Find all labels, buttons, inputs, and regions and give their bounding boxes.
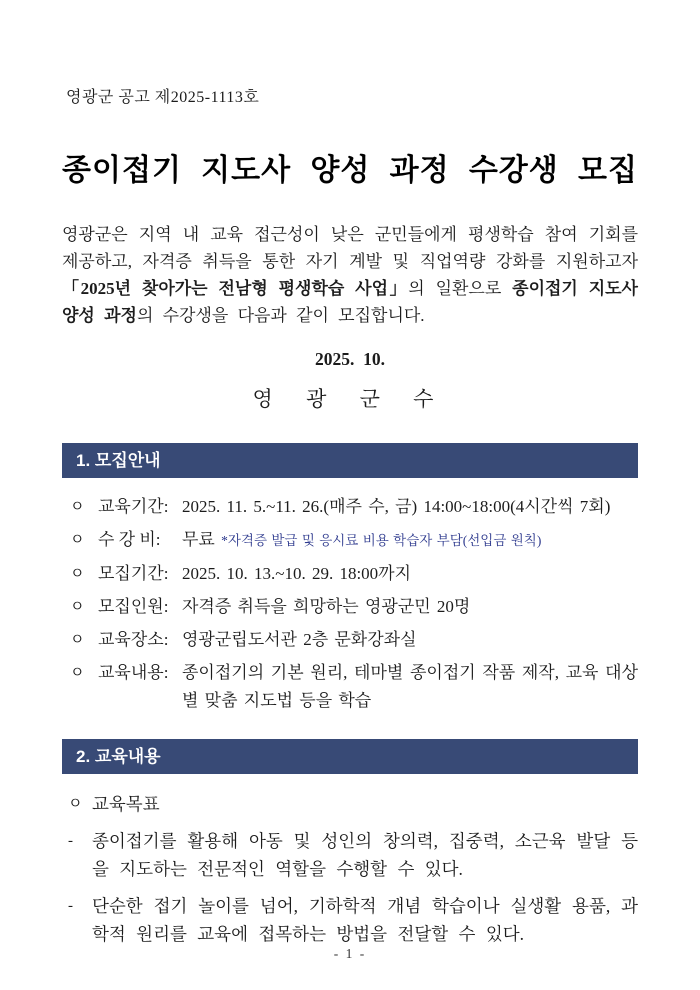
item-label: 교육장소: [98,630,169,649]
item-label: 교육기간: [98,497,169,516]
item-value: 2025. 11. 5.~11. 26.(매주 수, 금) 14:00~18:00(4시간씩 7회) [182,497,611,516]
item-value: 2025. 10. 13.~10. 29. 18:00까지 [182,564,412,583]
item-label: 수 강 비: [98,530,161,549]
list-item-education-period [62,493,638,521]
circle-bullet: ㅇ [70,566,85,582]
intro-segment-bold-course: 종이접기 지도사 양성 과정 [62,279,638,325]
item-text: 종이접기를 활용해 아동 및 성인의 창의력, 집중력, 소근육 발달 등을 지도하는 전문적인 역할을 수행할 수 있다. [92,831,638,879]
item-text: 교육목표 [92,794,160,814]
intro-segment: 의 일환으로 [408,279,513,298]
intro-segment-bold-program: 「2025년 찾아가는 전남형 평생학습 사업」 [62,279,409,298]
document-title: 종이접기 지도사 양성 과정 수강생 모집 [62,154,638,187]
recruitment-info-list [62,493,638,715]
list-item-goal-detail-2 [62,892,638,948]
item-value: 종이접기의 기본 원리, 테마별 종이접기 작품 제작, 교육 대상별 맞춤 지도법 등을 학습 [182,663,638,710]
circle-bullet: ㅇ [70,665,85,681]
circle-bullet: ㅇ [70,632,85,648]
page-number: - 1 - [333,946,367,961]
circle-bullet: ㅇ [70,599,85,615]
item-label: 교육내용: [98,663,169,682]
list-item-application-period [62,560,638,588]
list-item-education-goal-title [62,790,638,818]
list-item-goal-detail-1 [62,827,638,883]
fee-note: *자격증 발급 및 응시료 비용 학습자 부담(선입금 원칙) [221,533,542,548]
section-heading-recruitment-guide: 1. 모집안내 [62,443,638,478]
circle-bullet: ㅇ [70,499,85,515]
dash-bullet: - [68,833,73,849]
item-value: 자격증 취득을 희망하는 영광군민 20명 [182,597,471,616]
list-item-education-contents [62,659,638,715]
section-heading-education-contents: 2. 교육내용 [62,739,638,774]
education-goal-list [62,790,638,948]
item-value: 영광군립도서관 2층 문화강좌실 [182,630,417,649]
circle-bullet: ㅇ [70,532,85,548]
notice-number: 영광군 공고 제2025-1113호 [66,89,260,106]
list-item-recruitment-headcount [62,593,638,621]
fee-value: 무료 [182,530,222,549]
dash-bullet: - [68,898,73,914]
intro-segment: 영광군은 지역 내 교육 접근성이 낮은 군민들에게 평생학습 참여 기회를 제공하고, 자격증 취득을 통한 자기 계발 및 직업역량 강화를 지원하고자 [62,225,638,271]
list-item-education-location [62,626,638,654]
circle-bullet: ㅇ [68,796,83,812]
item-value [182,526,638,555]
signer-title: 영 광 군 수 [252,387,448,411]
list-item-tuition-fee [62,526,638,555]
intro-segment: 의 수강생을 다음과 같이 모집합니다. [136,306,425,325]
announcement-date: 2025. 10. [315,349,385,369]
intro-paragraph [62,221,638,329]
item-text: 단순한 접기 놀이를 넘어, 기하학적 개념 학습이나 실생활 용품, 과학적 원리를 교육에 접목하는 방법을 전달할 수 있다. [92,896,638,944]
item-label: 모집기간: [98,564,169,583]
item-label: 모집인원: [98,597,169,616]
